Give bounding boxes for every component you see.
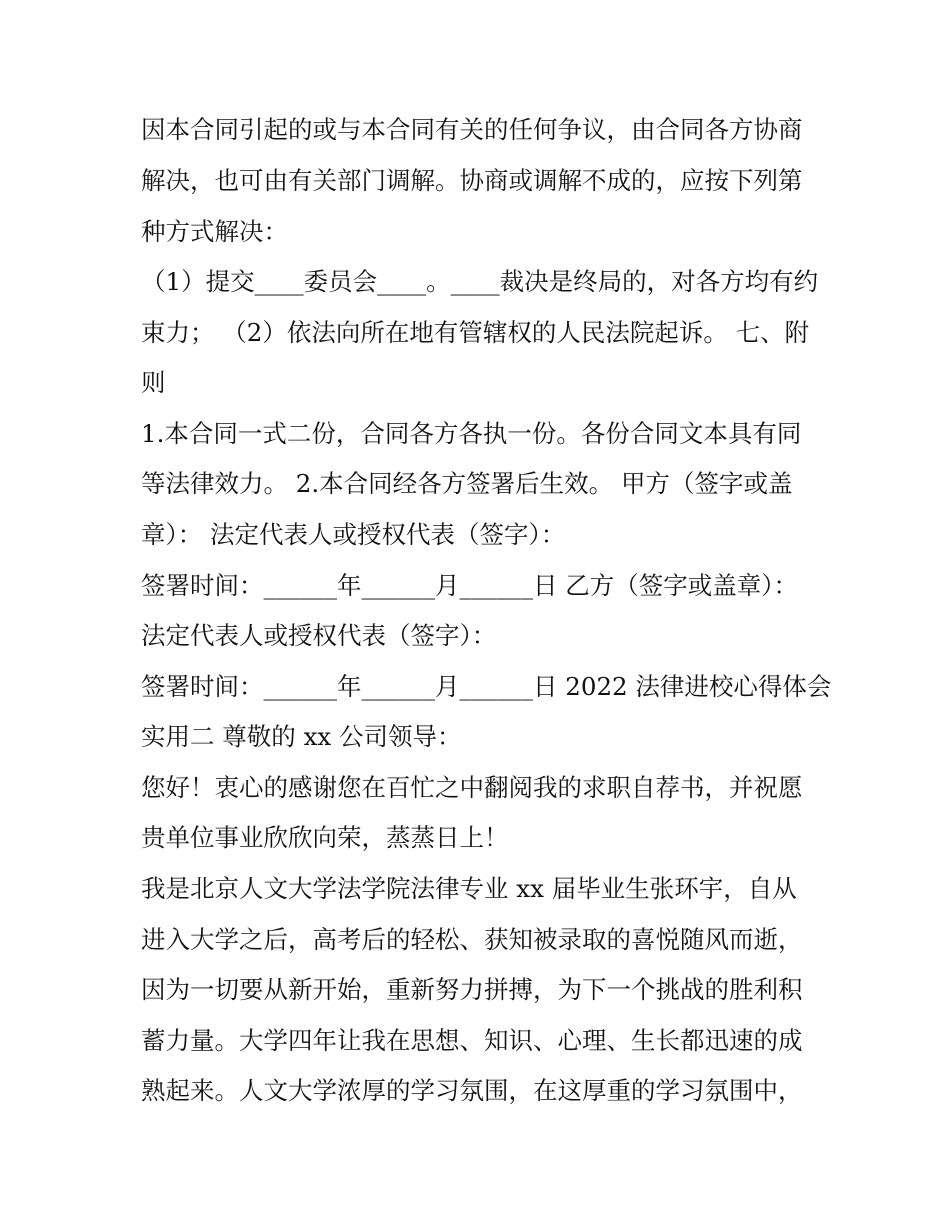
text-line: 束力； （2）依法向所在地有管辖权的人民法院起诉。 七、附 <box>141 318 810 347</box>
text-line: 因为一切要从新开始，重新努力拼搏，为下一个挑战的胜利积 <box>141 975 803 1004</box>
text-line: 因本合同引起的或与本合同有关的任何争议，由合同各方协商 <box>141 115 803 144</box>
text-line: 解决，也可由有关部门调解。协商或调解不成的，应按下列第 <box>141 166 803 195</box>
text-line: 种方式解决： <box>141 217 288 246</box>
text-line: 等法律效力。 2.本合同经各方签署后生效。 甲方（签字或盖 <box>141 469 793 498</box>
text-line: 熟起来。人文大学浓厚的学习氛围，在这厚重的学习氛围中， <box>141 1076 803 1105</box>
text-line: 进入大学之后，高考后的轻松、获知被录取的喜悦随风而逝， <box>141 925 803 954</box>
text-line: 贵单位事业欣欣向荣，蒸蒸日上！ <box>141 823 509 852</box>
text-line: 章）： 法定代表人或授权代表（签字）： <box>141 520 566 549</box>
text-line: 实用二 尊敬的 xx 公司领导： <box>141 722 462 751</box>
text-line: 您好！衷心的感谢您在百忙之中翻阅我的求职自荐书，并祝愿 <box>141 773 803 802</box>
text-line: 则 <box>141 368 166 397</box>
text-line: 签署时间：______年______月______日 乙方（签字或盖章）： <box>141 571 799 600</box>
text-line: 1.本合同一式二份，合同各方各执一份。各份合同文本具有同 <box>141 419 802 448</box>
text-line: 蓄力量。大学四年让我在思想、知识、心理、生长都迅速的成 <box>141 1026 803 1055</box>
text-line: 法定代表人或授权代表（签字）： <box>141 621 497 650</box>
text-line: 签署时间：______年______月______日 2022 法律进校心得体会 <box>141 672 832 701</box>
text-line: 我是北京人文大学法学院法律专业 xx 届毕业生张环宇，自从 <box>141 874 797 903</box>
text-line: （1）提交____委员会____。____裁决是终局的，对各方均有约 <box>141 267 819 296</box>
